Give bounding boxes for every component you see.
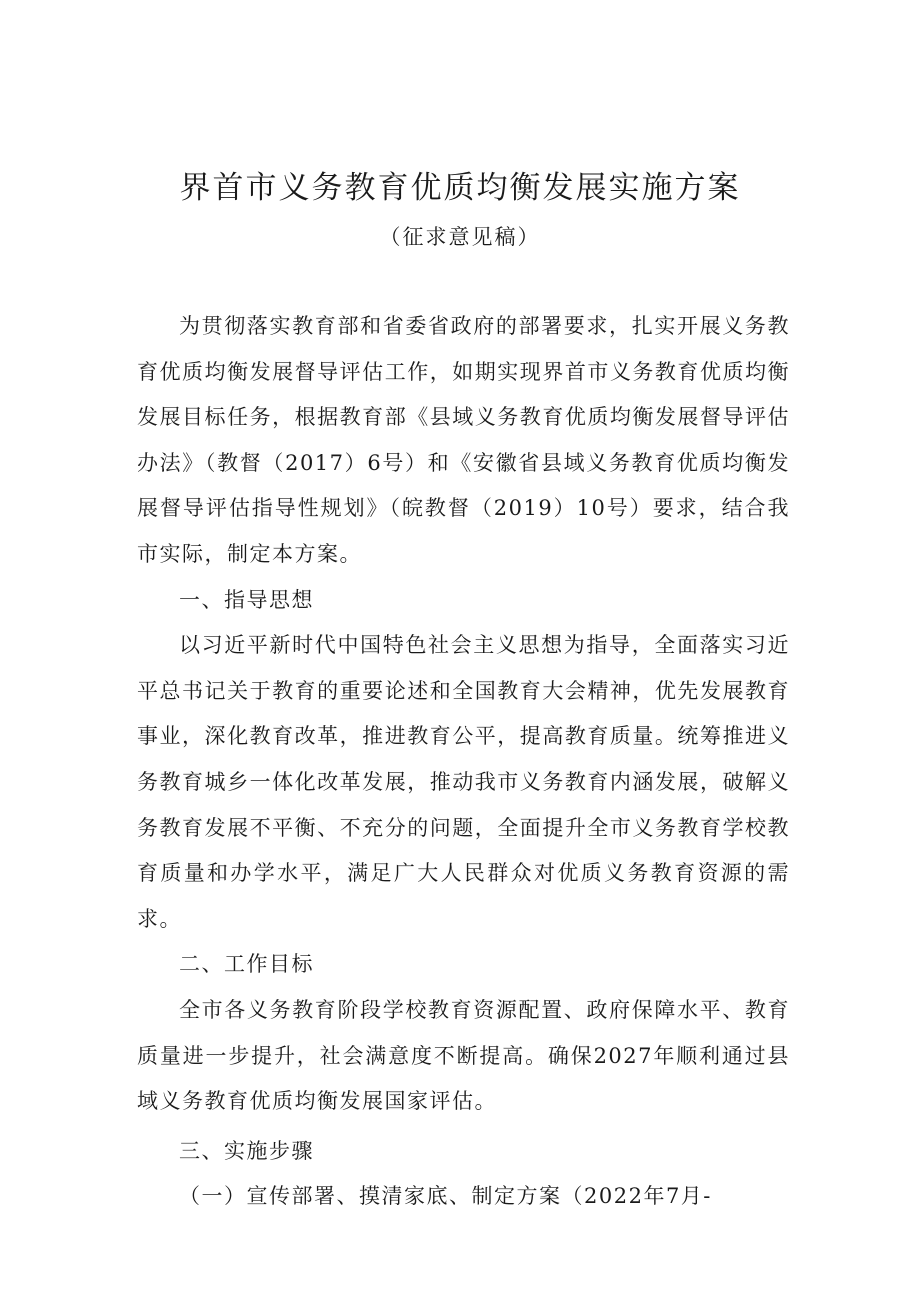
intro-paragraph: 为贯彻落实教育部和省委省政府的部署要求，扎实开展义务教育优质均衡发展督导评估工作，如期实现界首市义务教育优质均衡发展目标任务，根据教育部《县域义务教育优质均衡发展督导评估办法》（教督（2017）6号）和《安徽省县域义务教育优质均衡发展督导评估指导性规划》（皖教督（2019）10号）要求，结合我市实际，制定本方案。 [137, 314, 790, 566]
section-heading-implementation-steps: 三、实施步骤 [179, 1138, 314, 1163]
document-subtitle: （征求意见稿） [379, 225, 541, 249]
document-body [137, 304, 790, 1220]
section-heading-work-goals: 二、工作目标 [179, 952, 314, 977]
document-title: 界首市义务教育优质均衡发展实施方案 [179, 170, 741, 206]
guiding-ideology-paragraph: 以习近平新时代中国特色社会主义思想为指导，全面落实习近平总书记关于教育的重要论述和全国教育大会精神，优先发展教育事业，深化教育改革，推进教育公平，提高教育质量。统筹推进义务教育城乡一体化改革发展，推动我市义务教育内涵发展，破解义务教育发展不平衡、不充分的问题，全面提升全市义务教育学校教育质量和办学水平，满足广大人民群众对优质义务教育资源的需求。 [137, 633, 790, 931]
work-goals-paragraph: 全市各义务教育阶段学校教育资源配置、政府保障水平、教育质量进一步提升，社会满意度不断提高。确保2027年顺利通过县域义务教育优质均衡发展国家评估。 [137, 997, 790, 1114]
subsection-heading-step-one: （一）宣传部署、摸清家底、制定方案（2022年7月- [179, 1184, 712, 1209]
section-heading-guiding-ideology: 一、指导思想 [179, 587, 314, 612]
